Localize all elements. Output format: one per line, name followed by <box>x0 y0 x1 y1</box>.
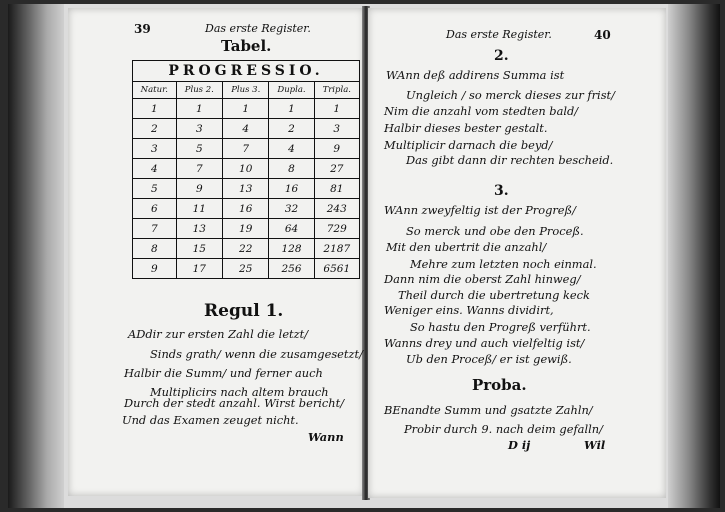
table-cell: 7 <box>133 219 177 239</box>
verse-line: Mehre zum letzten noch einmal. <box>410 257 597 271</box>
right-running-header: Das erste Register. <box>446 28 552 41</box>
verse-line: Ungleich / so merck dieses zur frist/ <box>406 88 615 102</box>
verse-line: So merck und obe den Proceß. <box>406 224 584 238</box>
table-cell: 15 <box>176 239 222 259</box>
table-cell: 7 <box>223 139 269 159</box>
section-number-2: 2. <box>494 48 509 64</box>
catchword-left: Wann <box>308 430 344 444</box>
table-cell: 5 <box>176 139 222 159</box>
verse-line: Das gibt dann dir rechten bescheid. <box>406 153 614 167</box>
verse-line: Nim die anzahl vom stedten bald/ <box>384 104 579 118</box>
table-cell: 1 <box>314 99 359 119</box>
table-cell: 6 <box>133 199 177 219</box>
table-cell: 4 <box>223 119 269 139</box>
verse-line: Probir durch 9. nach deim gefalln/ <box>404 422 603 436</box>
book-spine-edge-left <box>8 4 64 508</box>
table-cell: 2 <box>133 119 177 139</box>
verse-line: Halbir die Summ/ und ferner auch <box>124 366 323 380</box>
table-row <box>133 179 360 199</box>
table-cell: 3 <box>314 119 359 139</box>
verse-line: Weniger eins. Wanns dividirt, <box>384 303 554 317</box>
verse-line: Ub den Proceß/ er ist gewiß. <box>406 352 572 366</box>
verse-line: BEnandte Summ und gsatzte Zahln/ <box>384 403 593 417</box>
verse-line: Dann nim die oberst Zahl hinweg/ <box>384 272 581 286</box>
table-cell: 1 <box>223 99 269 119</box>
table-cell: 128 <box>269 239 314 259</box>
verse-line: Multiplicirs nach altem brauch <box>150 385 329 399</box>
verse-line: Und das Examen zeuget nicht. <box>122 413 299 427</box>
section-title-regul: Regul 1. <box>204 301 284 321</box>
table-heading: PROGRESSIO. <box>133 61 360 82</box>
table-cell: 9 <box>176 179 222 199</box>
table-row <box>133 139 360 159</box>
column-header: Plus 3. <box>223 82 269 99</box>
table-title: Tabel. <box>221 37 272 55</box>
table-cell: 13 <box>176 219 222 239</box>
table-cell: 11 <box>176 199 222 219</box>
table-cell: 27 <box>314 159 359 179</box>
table-cell: 25 <box>223 259 269 279</box>
table-cell: 19 <box>223 219 269 239</box>
table-cell: 4 <box>133 159 177 179</box>
table-cell: 16 <box>223 199 269 219</box>
column-header: Plus 2. <box>176 82 222 99</box>
table-row <box>133 99 360 119</box>
table-cell: 2187 <box>314 239 359 259</box>
table-cell: 1 <box>176 99 222 119</box>
table-cell: 3 <box>176 119 222 139</box>
left-page-number: 39 <box>134 22 151 36</box>
table-row <box>133 199 360 219</box>
table-cell: 729 <box>314 219 359 239</box>
table-cell: 6561 <box>314 259 359 279</box>
section-number-3: 3. <box>494 183 509 199</box>
table-row <box>133 219 360 239</box>
verse-line: Wanns drey und auch vielfeltig ist/ <box>384 336 585 350</box>
table-cell: 1 <box>133 99 177 119</box>
table-cell: 81 <box>314 179 359 199</box>
verse-line: Mit den ubertrit die anzahl/ <box>386 240 547 254</box>
right-page-number: 40 <box>594 28 611 42</box>
table-cell: 3 <box>133 139 177 159</box>
progression-table <box>132 60 360 279</box>
verse-line: WAnn deß addirens Summa ist <box>386 68 565 82</box>
table-row <box>133 259 360 279</box>
section-title-proba: Proba. <box>472 376 527 394</box>
table-cell: 13 <box>223 179 269 199</box>
column-header: Natur. <box>133 82 177 99</box>
table-cell: 17 <box>176 259 222 279</box>
table-cell: 8 <box>269 159 314 179</box>
table-header-row <box>133 82 360 99</box>
table-cell: 9 <box>314 139 359 159</box>
verse-line: WAnn zweyfeltig ist der Progreß/ <box>384 203 576 217</box>
table-cell: 1 <box>269 99 314 119</box>
signature-mark: D ij <box>508 438 531 452</box>
table-cell: 9 <box>133 259 177 279</box>
table-row <box>133 119 360 139</box>
table-cell: 16 <box>269 179 314 199</box>
verse-line: Multiplicir darnach die beyd/ <box>384 138 553 152</box>
table-cell: 243 <box>314 199 359 219</box>
table-cell: 22 <box>223 239 269 259</box>
table-cell: 32 <box>269 199 314 219</box>
table-cell: 10 <box>223 159 269 179</box>
table-cell: 8 <box>133 239 177 259</box>
column-header: Tripla. <box>314 82 359 99</box>
book-edge-right <box>668 4 720 508</box>
table-cell: 2 <box>269 119 314 139</box>
table-cell: 64 <box>269 219 314 239</box>
verse-line: So hastu den Progreß verführt. <box>410 320 591 334</box>
table-row <box>133 159 360 179</box>
verse-line: Halbir dieses bester gestalt. <box>384 121 548 135</box>
table-cell: 7 <box>176 159 222 179</box>
table-cell: 5 <box>133 179 177 199</box>
verse-line: ADdir zur ersten Zahl die letzt/ <box>128 327 309 341</box>
catchword-right: Wil <box>584 438 606 452</box>
left-running-header: Das erste Register. <box>205 22 311 35</box>
column-header: Dupla. <box>269 82 314 99</box>
verse-line: Theil durch die ubertretung keck <box>398 288 590 302</box>
table-cell: 4 <box>269 139 314 159</box>
table-cell: 256 <box>269 259 314 279</box>
verse-line: Sinds grath/ wenn die zusamgesetzt/ <box>150 347 363 361</box>
table-row <box>133 239 360 259</box>
verse-line: Durch der stedt anzahl. Wirst bericht/ <box>124 396 345 410</box>
